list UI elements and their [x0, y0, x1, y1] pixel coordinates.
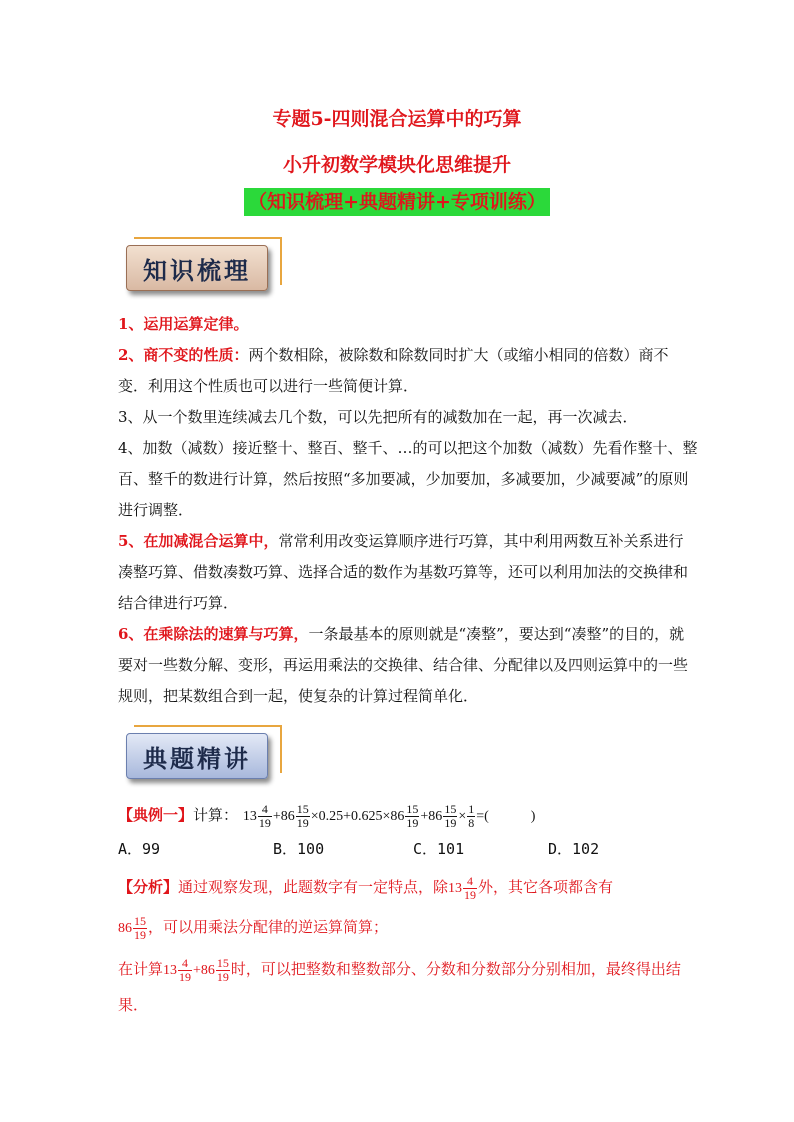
analysis-text: ，可以用乘法分配律的逆运算简算；	[148, 918, 389, 936]
analysis-text: 外，其它各项都含有	[478, 878, 614, 896]
doc-subtitle-highlight-wrap	[0, 188, 794, 216]
operator-text: =( )	[476, 809, 536, 824]
fraction: $\frac{4}{19}$	[258, 802, 271, 831]
knowledge-item-lead: 6、在乘除法的速算与巧算，	[118, 625, 309, 643]
operator-text: +86	[420, 809, 443, 824]
analysis-text: 通过观察发现，此题数字有一定特点，除	[178, 878, 449, 896]
knowledge-item-lead: 1、运用运算定律。	[118, 315, 249, 333]
section-banner-knowledge	[126, 245, 274, 295]
knowledge-item-4	[118, 433, 698, 526]
section-banner-examples	[126, 733, 274, 783]
fraction: $\frac{4}{19}$	[464, 873, 477, 902]
knowledge-item-3	[118, 402, 698, 433]
operator-text: ×0.25+0.625×86	[310, 809, 405, 824]
knowledge-item-text: 常常利用改变运算顺序进行巧算，其中利用两数互补关系进行凑整巧算、借数凑数巧算、选择合适的数作为基数巧算等，还可以利用加法的交换律和结合律进行巧算．	[118, 532, 689, 612]
whole-number: 86	[118, 921, 132, 936]
knowledge-item-1	[118, 309, 698, 340]
analysis-text: 在计算	[118, 960, 164, 978]
doc-subtitle-highlight: （知识梳理+典题精讲+专项训练）	[244, 188, 550, 216]
option-c[interactable]: C．101	[413, 840, 465, 858]
fraction: $\frac{15}{19}$	[216, 955, 229, 984]
option-d[interactable]: D．102	[548, 840, 600, 858]
example-tag: 【典例一】	[118, 806, 194, 824]
knowledge-item-text: 4、加数（减数）接近整十、整百、整千、…的可以把这个加数（减数）先看作整十、整百、整千的数进行计算，然后按照“多加要减，少加要加，多减要加，少减要减”的原则进行调整．	[118, 439, 698, 519]
whole-number: 13	[163, 963, 178, 978]
doc-subtitle: 小升初数学模块化思维提升	[282, 154, 511, 176]
knowledge-item-text: 3、从一个数里连续减去几个数，可以先把所有的减数加在一起，再一次减去．	[118, 408, 638, 426]
knowledge-item-2	[118, 340, 698, 402]
knowledge-item-text: 两个数相除，被除数和除数同时扩大（或缩小相同的倍数）商不变．利用这个性质也可以进行一些简便计算．	[118, 346, 669, 395]
analysis-line-1	[118, 870, 698, 906]
fraction: $\frac{1}{8}$	[468, 802, 475, 831]
banner-label: 知识梳理	[126, 245, 268, 291]
option-b[interactable]: B．100	[273, 840, 325, 858]
knowledge-item-5	[118, 526, 698, 619]
example-question	[118, 798, 698, 834]
knowledge-item-6	[118, 619, 698, 712]
fraction: $\frac{15}{19}$	[444, 802, 457, 831]
example-expression	[242, 802, 536, 831]
analysis-line-3	[118, 952, 698, 1022]
example-prompt: 计算：	[193, 806, 239, 824]
analysis-line-2	[118, 910, 698, 946]
fraction: $\frac{15}{19}$	[406, 802, 419, 831]
banner-label: 典题精讲	[126, 733, 268, 779]
analysis-text: 时，可以把整数和整数部分、分数和分数部分分别相加，最终得出结果．	[118, 960, 681, 1014]
operator-text: +86	[272, 809, 295, 824]
option-a[interactable]: A．99	[118, 840, 161, 858]
whole-number: 13	[448, 881, 463, 896]
doc-title: 专题5-四则混合运算中的巧算	[272, 108, 522, 130]
knowledge-item-lead: 5、在加减混合运算中，	[118, 532, 279, 550]
operator-text: ×	[458, 809, 467, 824]
fraction: $\frac{15}{19}$	[296, 802, 309, 831]
fraction: $\frac{15}{19}$	[134, 913, 146, 942]
operator-text: +86	[193, 963, 215, 978]
fraction: $\frac{4}{19}$	[179, 955, 192, 984]
knowledge-item-text: 一条最基本的原则就是“凑整”，要达到“凑整”的目的，就要对一些数分解、变形，再运用乘法的交换律、结合律、分配律以及四则运算中的一些规则，把某数组合到一起，使复杂的计算过程简单化．	[118, 625, 689, 705]
whole-number: 13	[242, 809, 257, 824]
analysis-tag: 【分析】	[118, 878, 179, 896]
knowledge-item-lead: 2、商不变的性质：	[118, 346, 249, 364]
